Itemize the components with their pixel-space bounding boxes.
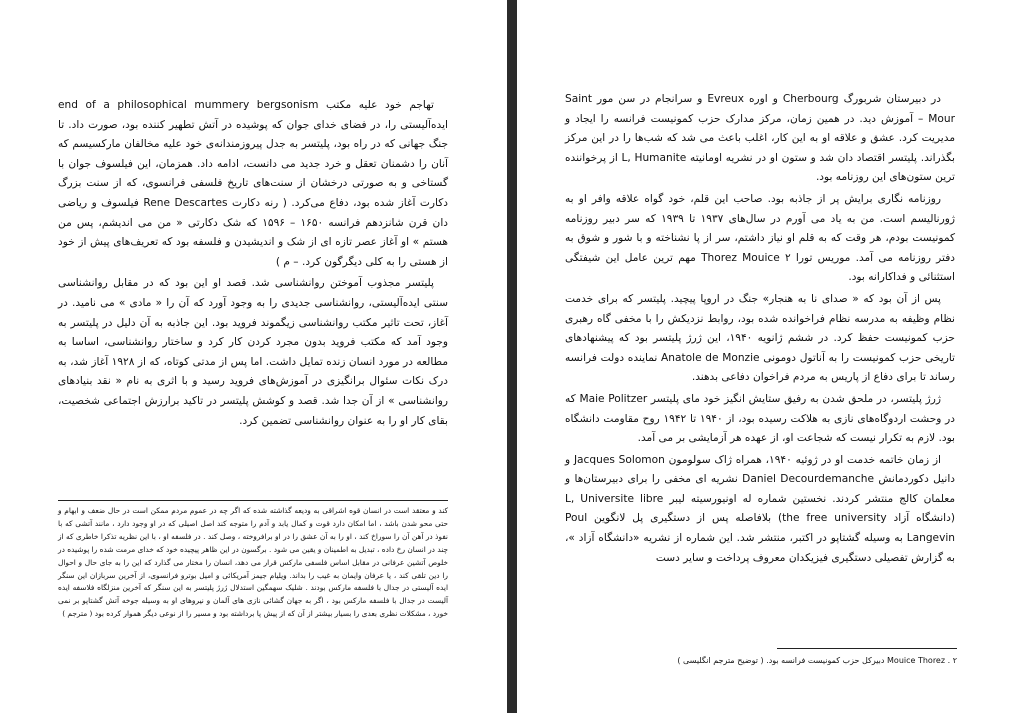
page-gutter <box>507 0 517 713</box>
left-footnote-separator <box>58 500 448 501</box>
right-main-text <box>565 90 955 570</box>
right-paragraph-1: در دبیرستان شربورگ Cherbourg و اوره Evreux و سرانجام در سن مور Saint Mour – آموزش دید. در همین زمان، مرکز مدارک حزب کمونیست فرانسه را ایجاد و مدیریت کرد. عشق و علاقه او به این کار، اغلب باعث می شد که شب‌ها را در این مرکز بگذراند. پلیتسر اقتصاد دان شد و ستون او در نشریه اومانیته L, Humanite از پرخواننده ترین ستون‌های این روزنامه بود. <box>565 93 955 184</box>
left-page <box>0 0 507 713</box>
right-footnote-text: ۲ . Mouice Thorez دبیرکل حزب کمونیست فرانسه بود. ( توضیح مترجم انگلیسی ) <box>677 656 957 665</box>
right-paragraph-2: روزنامه نگاری برایش پر از جاذبه بود. صاحب این قلم، خود گواه علاقه وافر او به ژورنالیسم است. من به یاد می آورم در سال‌های ۱۹۳۷ تا ۱۹۳۹ که سر دبیر روزنامه کمونیست بودم، هر وقت که به قلم او نیاز داشتم، سر از پا نشناخته و با شور و شوق به دفتر روزنامه می آمد. موریس تورا Thorez Mouice ۲ مهم ترین عامل این شیفتگی استثنائی و فداکارانه بود. <box>565 192 956 284</box>
left-footnote-text: کند و معتقد است در انسان قوه اشراقی به ودیعه گذاشته شده که اگر چه در عموم مردم ممکن است در حال ضعف و ابهام و حتی محو شدن باشد ، اما امکان دارد قوت و کمال یابد و آدم را متوجه کند اصل اصیلی که در او وجود دارد ، مانند آتشی که با نفوذ در آهن آن را سوراخ کند ، او را به آن عشق را در او برافروخته ، وصل کند . در فلسفه او ، با این نظریه تذکرا خاطری که از چند در انسان رخ داده ، تبدیل به اطمینان و یقین می شود . برگسون در این ظاهر پیچیده خود که خدای مرمت شده را پوشیده در خلوص آتشین عرفانی در مقابل اساس فلسفی مارکس قرار می دهد، انسان را مختار می گذارد که این را به جای حال و احوال را دین تلقی کند ، یا عرفان وایمان به غیب را بداند. ویلیام جیمز آمریکائی و امیل بوترو فرانسوی، از آخرین سربازان این سنگر ایده آلیستی در جدال با فلسفه مارکس بودند . شلیک سهمگین استدلال ژرژ پلیتسر به این سنگر که آخرین منزلگاه فلاسفه ایده آلیست در جدال با فلسفه مارکس بود ، اگر به جهان گشائی نازی های آلمان و نیروهای او به وسیله جوخه آتش گشتاپو بر نمی خورد ، مشکلات نظری بعدی را بسیار بیشتر از آن که از پیش پا برداشته بود و مسیر را از نوعی دیگر هموار کرده بود ( مترجم ) <box>58 506 448 619</box>
right-footnote-separator <box>777 648 957 649</box>
left-paragraph-2: پلیتسر مجذوب آموختن روانشناسی شد. قصد او این بود که در مقابل روانشناسی سنتی ایده‌آلیستی، روانشناسی جدیدی را به وجود آورد که آن را « مادی » می نامید. در آغاز، تحت تاثیر مکتب روانشناسی زیگموند فروید بود. این جاذبه به آن دلیل در پلیتسر به وجود آمد که مکتب فروید بدون مجرد کردن کار کرد و ساختار روانشناسی، اساسا به مطالعه در مورد انسان زنده تمایل داشت. اما پس از مدتی کوتاه، که از ۱۹۲۸ آغاز شد، به درک نکات سئوال برانگیزی در آموزش‌های فروید رسید و با اثری به نام « نقد بنیادهای روانشناسی » از آن جدا شد. قصد و کوشش پلیتسر در تاکید برارزش اجتماعی شخصیت، بقای کار او را به عنوان روانشناسی تضمین کرد. <box>58 277 448 427</box>
right-footnote <box>565 654 957 669</box>
right-paragraph-3: پس از آن بود که « صدای نا به هنجار» جنگ در اروپا پیچید. پلیتسر که برای خدمت نظام وظیفه به مدرسه نظام فراخوانده شده بود، روابط نزدیکش را با مخفی گاه رهبری حزب کمونیست حفظ کرد. در ششم ژانویه ۱۹۴۰، این ژرژ پلیتسر بود که پیشنهادهای تاریخی حزب کمونیست را به آناتول دومونی Anatole de Monzie نماینده دولت فرانسه رساند تا برای دفاع از پاریس به مردم فراخوان دفاعی بدهند. <box>565 292 955 384</box>
right-paragraph-4: ژرژ پلیتسر، در ملحق شدن به رفیق ستایش انگیز خود مای پلیتسر Maie Politzer که در وحشت اردوگاه‌های نازی به هلاکت رسیده بود، از ۱۹۴۰ تا ۱۹۴۲ روح مقاومت دانشگاه بود. لازم به تکرار نیست که شجاعت او، از عهده هر آزمایشی بر می آمد. <box>565 392 955 445</box>
left-footnote <box>58 505 448 623</box>
left-main-text <box>58 96 448 433</box>
left-paragraph-1: تهاجم خود علیه مکتب end of a philosophical mummery bergsonism ایده‌آلیستی را، در فضای خدای جوان که پوشیده در آتش تطهیر کننده بود، صورت داد. تا جنگ جهانی که در راه بود، پلیتسر به جدل پیروزمندانه‌ی خود علیه مخالفان مارکسیسم که آنان را دشمنان تعقل و خرد جدید می دانست، ادامه داد. همزمان، این فیلسوف جوان با گستاخی و به صورتی درخشان از سنت‌های تاریخ فلسفی فرانسوی، که از سنت بزرگ دکارت آغاز شده بود، دفاع می‌کرد. ( رنه دکارت Rene Descartes فیلسوف و ریاضی دان قرن شانزدهم فرانسه ۱۶۵۰ – ۱۵۹۶ که شک دکارتی « من می اندیشم، پس من هستم » او آغاز عصر تازه ای از شک و اندیشیدن و فلسفه بود که تعریف‌های پیش از خود از هستی را به کلی دیگرگون کرد. – م ) <box>58 99 448 268</box>
right-page <box>517 0 1024 713</box>
right-paragraph-5: از زمان خاتمه خدمت او در ژوئیه ۱۹۴۰، همراه ژاک سولومون Jacques Solomon و دانیل دکوردمانش Daniel Decourdemanche نشریه ای مخفی را برای دبیرستان‌ها و معلمان کالج منتشر کردند. نخستین شماره له اونیورسیته لیبر L, Universite libre (دانشگاه آزاد the free university) بلافاصله پس از دستگیری پل لانگوین Poul Langevin به وسیله گشتاپو در اکتبر، منتشر شد. این شماره از نشریه «دانشگاه آزاد »، به گزارش تفصیلی دستگیری فیزیکدان معروف پرداخت و سایر دست <box>565 453 955 564</box>
